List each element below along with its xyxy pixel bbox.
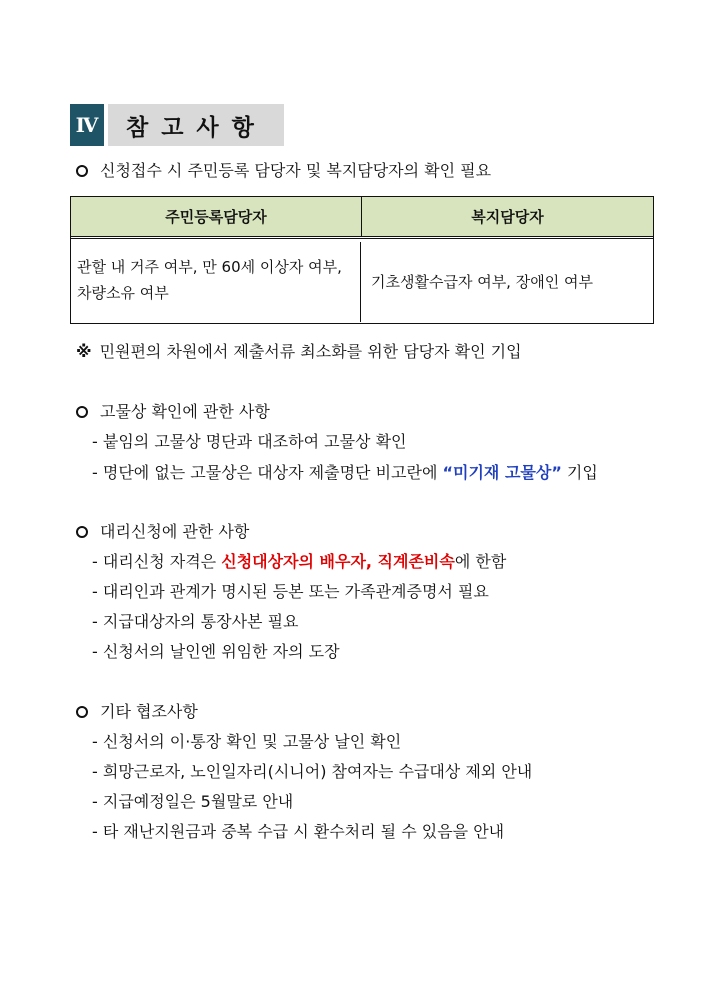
unlisted-scrapyard-highlight: “미기재 고물상”	[442, 463, 562, 482]
list-item: - 타 재난지원금과 중복 수급 시 환수처리 될 수 있음을 안내	[92, 822, 505, 841]
reference-mark: ※	[76, 342, 92, 361]
check-table	[70, 196, 654, 324]
intro-text: 신청접수 시 주민등록 담당자 및 복지담당자의 확인 필요	[100, 161, 492, 180]
table-cell-welfare: 기초생활수급자 여부, 장애인 여부	[371, 273, 593, 291]
proxy-eligibility-highlight: 신청대상자의 배우자, 직계존비속	[221, 552, 455, 571]
list-item: - 신청서의 이·통장 확인 및 고물상 날인 확인	[92, 732, 402, 751]
section-heading	[70, 104, 284, 146]
list-item: - 지급예정일은 5월말로 안내	[92, 792, 294, 811]
table-cell-resident: 관할 내 거주 여부, 만 60세 이상자 여부, 차량소유 여부	[71, 242, 361, 322]
list-item: - 지급대상자의 통장사본 필요	[92, 612, 299, 631]
list-item: - 명단에 없는 고물상은 대상자 제출명단 비고란에 “미기재 고물상” 기입	[92, 463, 598, 482]
table-row	[71, 242, 653, 322]
section-numeral: Ⅳ	[70, 104, 104, 146]
table-header-row	[71, 197, 653, 239]
list-item: - 대리인과 관계가 명시된 등본 또는 가족관계증명서 필요	[92, 582, 489, 601]
list-item: - 대리신청 자격은 신청대상자의 배우자, 직계존비속에 한함	[92, 552, 507, 571]
list-item: - 붙임의 고물상 명단과 대조하여 고물상 확인	[92, 432, 407, 451]
group-title-cooperation: 기타 협조사항	[76, 701, 198, 723]
note-text: 민원편의 차원에서 제출서류 최소화를 위한 담당자 확인 기입	[99, 342, 522, 361]
group-title-scrapyard: 고물상 확인에 관한 사항	[76, 401, 270, 423]
circle-bullet-icon	[76, 526, 88, 538]
intro-line	[76, 160, 491, 182]
circle-bullet-icon	[76, 706, 88, 718]
table-header-resident: 주민등록담당자	[71, 197, 362, 236]
circle-bullet-icon	[76, 406, 88, 418]
list-item: - 희망근로자, 노인일자리(시니어) 참여자는 수급대상 제외 안내	[92, 762, 533, 781]
circle-bullet-icon	[76, 165, 88, 177]
table-header-welfare: 복지담당자	[362, 197, 653, 236]
group-title-proxy: 대리신청에 관한 사항	[76, 521, 249, 543]
note-line	[76, 341, 522, 363]
section-title: 참고사항	[108, 104, 284, 146]
list-item: - 신청서의 날인엔 위임한 자의 도장	[92, 642, 340, 661]
